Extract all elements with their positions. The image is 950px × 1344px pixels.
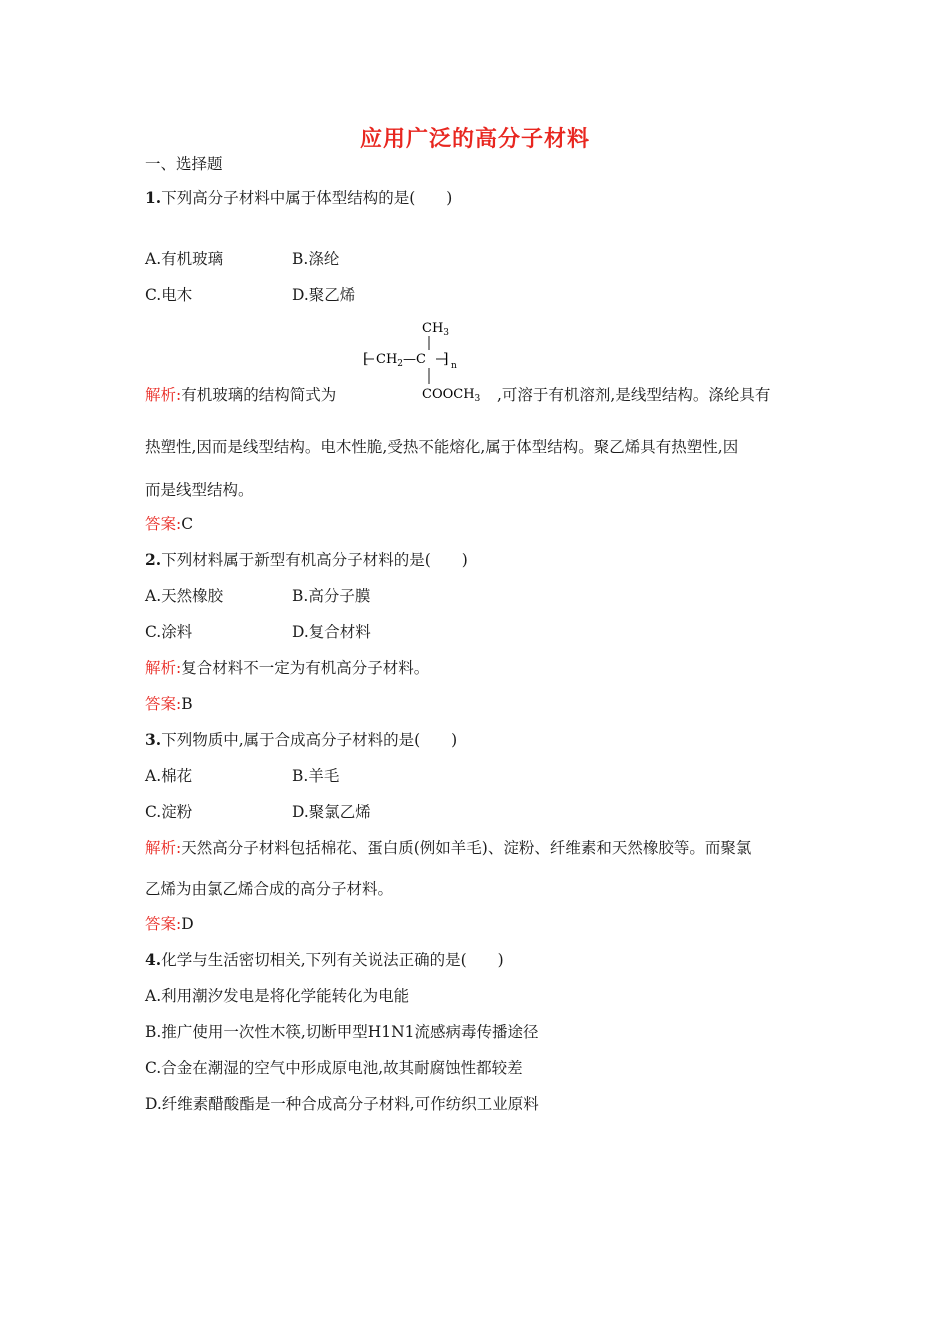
question-1 xyxy=(145,187,452,209)
q1-option-a: A.有机玻璃 xyxy=(145,250,224,268)
q4-option-d: D.纤维素醋酸酯是一种合成高分子材料,可作纺织工业原料 xyxy=(145,1095,539,1113)
q2-option-b: B.高分子膜 xyxy=(292,587,371,605)
formula-left-bracket: [ xyxy=(363,351,369,367)
formula-subscript: n xyxy=(451,361,457,371)
q3-option-a: A.棉花 xyxy=(145,767,193,785)
pmma-structural-formula xyxy=(360,316,500,406)
analysis-label: 解析: xyxy=(145,659,182,677)
q1-analysis-line-1: 解析:有机玻璃的结构简式为 xyxy=(145,386,337,404)
q2-answer: 答案:B xyxy=(145,695,193,713)
q3-answer: 答案:D xyxy=(145,915,194,933)
formula-backbone: $CH_2—C$ xyxy=(376,352,426,369)
q1-analysis-line-2: 热塑性,因而是线型结构。电木性脆,受热不能熔化,属于体型结构。聚乙烯具有热塑性,因 xyxy=(145,438,739,456)
answer-label: 答案: xyxy=(145,515,182,533)
answer-label: 答案: xyxy=(145,915,182,933)
q3-analysis-line-2: 乙烯为由氯乙烯合成的高分子材料。 xyxy=(145,880,394,898)
question-stem: 下列材料属于新型有机高分子材料的是( ) xyxy=(161,551,468,569)
page-title: 应用广泛的高分子材料 xyxy=(359,126,590,152)
q3-option-b: B.羊毛 xyxy=(292,767,340,785)
section-heading: 一、选择题 xyxy=(145,155,223,173)
q2-option-c: C.涂料 xyxy=(145,623,193,641)
q4-option-b: B.推广使用一次性木筷,切断甲型H1N1流感病毒传播途径 xyxy=(145,1023,539,1041)
question-number: 3. xyxy=(145,730,162,749)
question-number: 2. xyxy=(145,550,162,569)
q1-answer: 答案:C xyxy=(145,515,194,533)
question-stem: 化学与生活密切相关,下列有关说法正确的是( ) xyxy=(161,951,504,969)
question-number: 1. xyxy=(145,188,162,207)
q3-analysis-line-1: 解析:天然高分子材料包括棉花、蛋白质(例如羊毛)、淀粉、纤维素和天然橡胶等。而聚氯 xyxy=(145,839,752,857)
question-stem: 下列物质中,属于合成高分子材料的是( ) xyxy=(161,731,458,749)
formula-bottom-group: $COOCH_3$ xyxy=(422,387,481,404)
q2-option-d: D.复合材料 xyxy=(292,623,371,641)
q2-analysis: 解析:复合材料不一定为有机高分子材料。 xyxy=(145,659,430,677)
formula-right-bracket: ] xyxy=(443,351,449,367)
question-number: 4. xyxy=(145,950,162,969)
q3-option-c: C.淀粉 xyxy=(145,803,193,821)
q1-option-c: C.电木 xyxy=(145,286,193,304)
question-4 xyxy=(145,949,504,971)
q2-option-a: A.天然橡胶 xyxy=(145,587,224,605)
formula-top-group: $CH_3$ xyxy=(422,321,450,338)
analysis-label: 解析: xyxy=(145,386,182,404)
question-stem: 下列高分子材料中属于体型结构的是( ) xyxy=(161,189,453,207)
question-2 xyxy=(145,549,468,571)
q1-analysis-line-1b: ,可溶于有机溶剂,是线型结构。涤纶具有 xyxy=(497,386,771,404)
answer-label: 答案: xyxy=(145,695,182,713)
analysis-label: 解析: xyxy=(145,839,182,857)
q1-option-d: D.聚乙烯 xyxy=(292,286,356,304)
q4-option-c: C.合金在潮湿的空气中形成原电池,故其耐腐蚀性都较差 xyxy=(145,1059,523,1077)
q1-option-b: B.涤纶 xyxy=(292,250,340,268)
q4-option-a: A.利用潮汐发电是将化学能转化为电能 xyxy=(145,987,410,1005)
question-3 xyxy=(145,729,457,751)
q1-analysis-line-3: 而是线型结构。 xyxy=(145,481,254,499)
q3-option-d: D.聚氯乙烯 xyxy=(292,803,371,821)
